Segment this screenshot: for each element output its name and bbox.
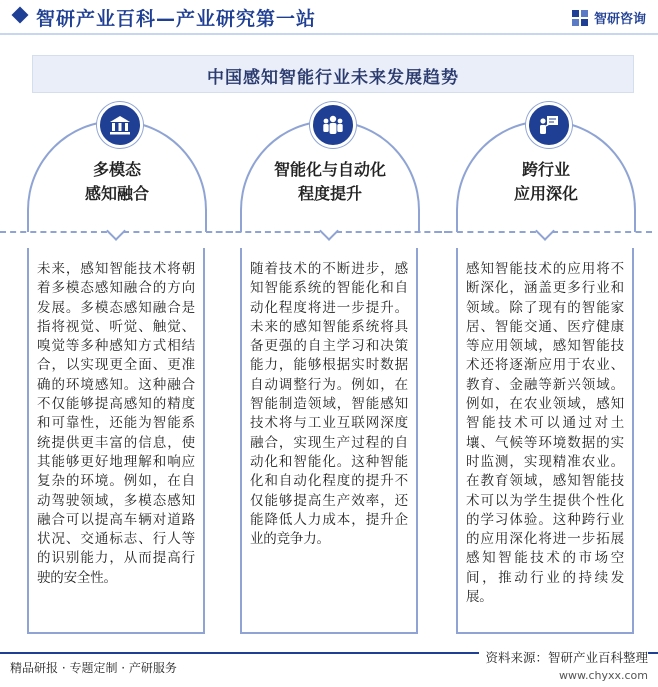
card-body (240, 248, 418, 634)
card-body (27, 248, 205, 634)
footer-services: 精品研报 · 专题定制 · 产研服务 (10, 661, 177, 675)
people-icon (310, 102, 356, 148)
dash-divider (206, 231, 320, 233)
trend-card-1 (27, 120, 207, 680)
banner (32, 55, 634, 93)
page-header (0, 0, 658, 34)
dash-divider (552, 231, 652, 233)
card-title-line2: 程度提升 (297, 184, 362, 203)
brand-name: 智研咨询 (593, 12, 646, 27)
footer-url[interactable]: www.chyxx.com (558, 669, 648, 682)
dash-divider (436, 231, 536, 233)
card-text: 随着技术的不断进步，感知智能系统的智能化和自动化程度将进一步提升。未来的感知智能系统将具备更强的自主学习和决策能力，能够根据实时数据自动调整行为。例如，在智能制造领域，智能感知技术将与工业互联网深度融合，实现生产过程的自动化和智能化。这种智能化和自动化程度的提升不仅能够提高生产效率，还能降低人力成本，提升企业的竞争力。 (250, 261, 408, 548)
trend-card-3 (456, 120, 636, 680)
card-title-line2: 感知融合 (84, 184, 149, 203)
source-note: 资料来源：智研产业百科整理 (479, 648, 648, 666)
card-text: 感知智能技术的应用将不断深化，涵盖更多行业和领域。除了现有的智能家居、智能交通、医疗健康等应用领域，感知智能技术还将逐渐应用于农业、教育、金融等新兴领域。例如，在农业领域，感知智能技术可以通过对土壤、气候等环境数据的实时监测，实现精准农业。在教育领域，感知智能技术可以为学生提供个性化的学习体验。这种跨行业的应用深化将进一步拓展感知智能技术的市场空间，推动行业的持续发展。 (466, 261, 624, 606)
card-title-line2: 应用深化 (513, 184, 578, 203)
card-body (456, 248, 634, 634)
trend-card-2 (240, 120, 420, 680)
diamond-icon (12, 7, 29, 24)
page-title: 智研产业百科—产业研究第一站 (36, 8, 317, 30)
card-title (27, 158, 207, 206)
bank-icon (97, 102, 143, 148)
presenter-icon (526, 102, 572, 148)
header-divider (0, 33, 658, 35)
brand-logo-icon (571, 9, 589, 27)
dash-divider (0, 231, 107, 233)
card-title-line1: 多模态 (92, 160, 141, 179)
card-title (240, 158, 420, 206)
card-title (456, 158, 636, 206)
banner-title: 中国感知智能行业未来发展趋势 (207, 68, 459, 88)
card-text: 未来，感知智能技术将朝着多模态感知融合的方向发展。多模态感知融合是指将视觉、听觉、触觉、嗅觉等多种感知方式相结合，以实现更全面、更准确的环境感知。这种融合不仅能够提高感知的精度和可靠性，还能为智能系统提供更丰富的信息，使其能够更好地理解和响应复杂的环境。例如，在自动驾驶领域，多模态感知融合可以提高车辆对道路状况、交通标志、行人等的识别能力，从而提高行驶的安全性。 (37, 261, 195, 586)
dash-divider (336, 231, 450, 233)
card-title-line1: 智能化与自动化 (273, 160, 386, 179)
card-title-line1: 跨行业 (521, 160, 570, 179)
brand[interactable] (571, 8, 646, 27)
